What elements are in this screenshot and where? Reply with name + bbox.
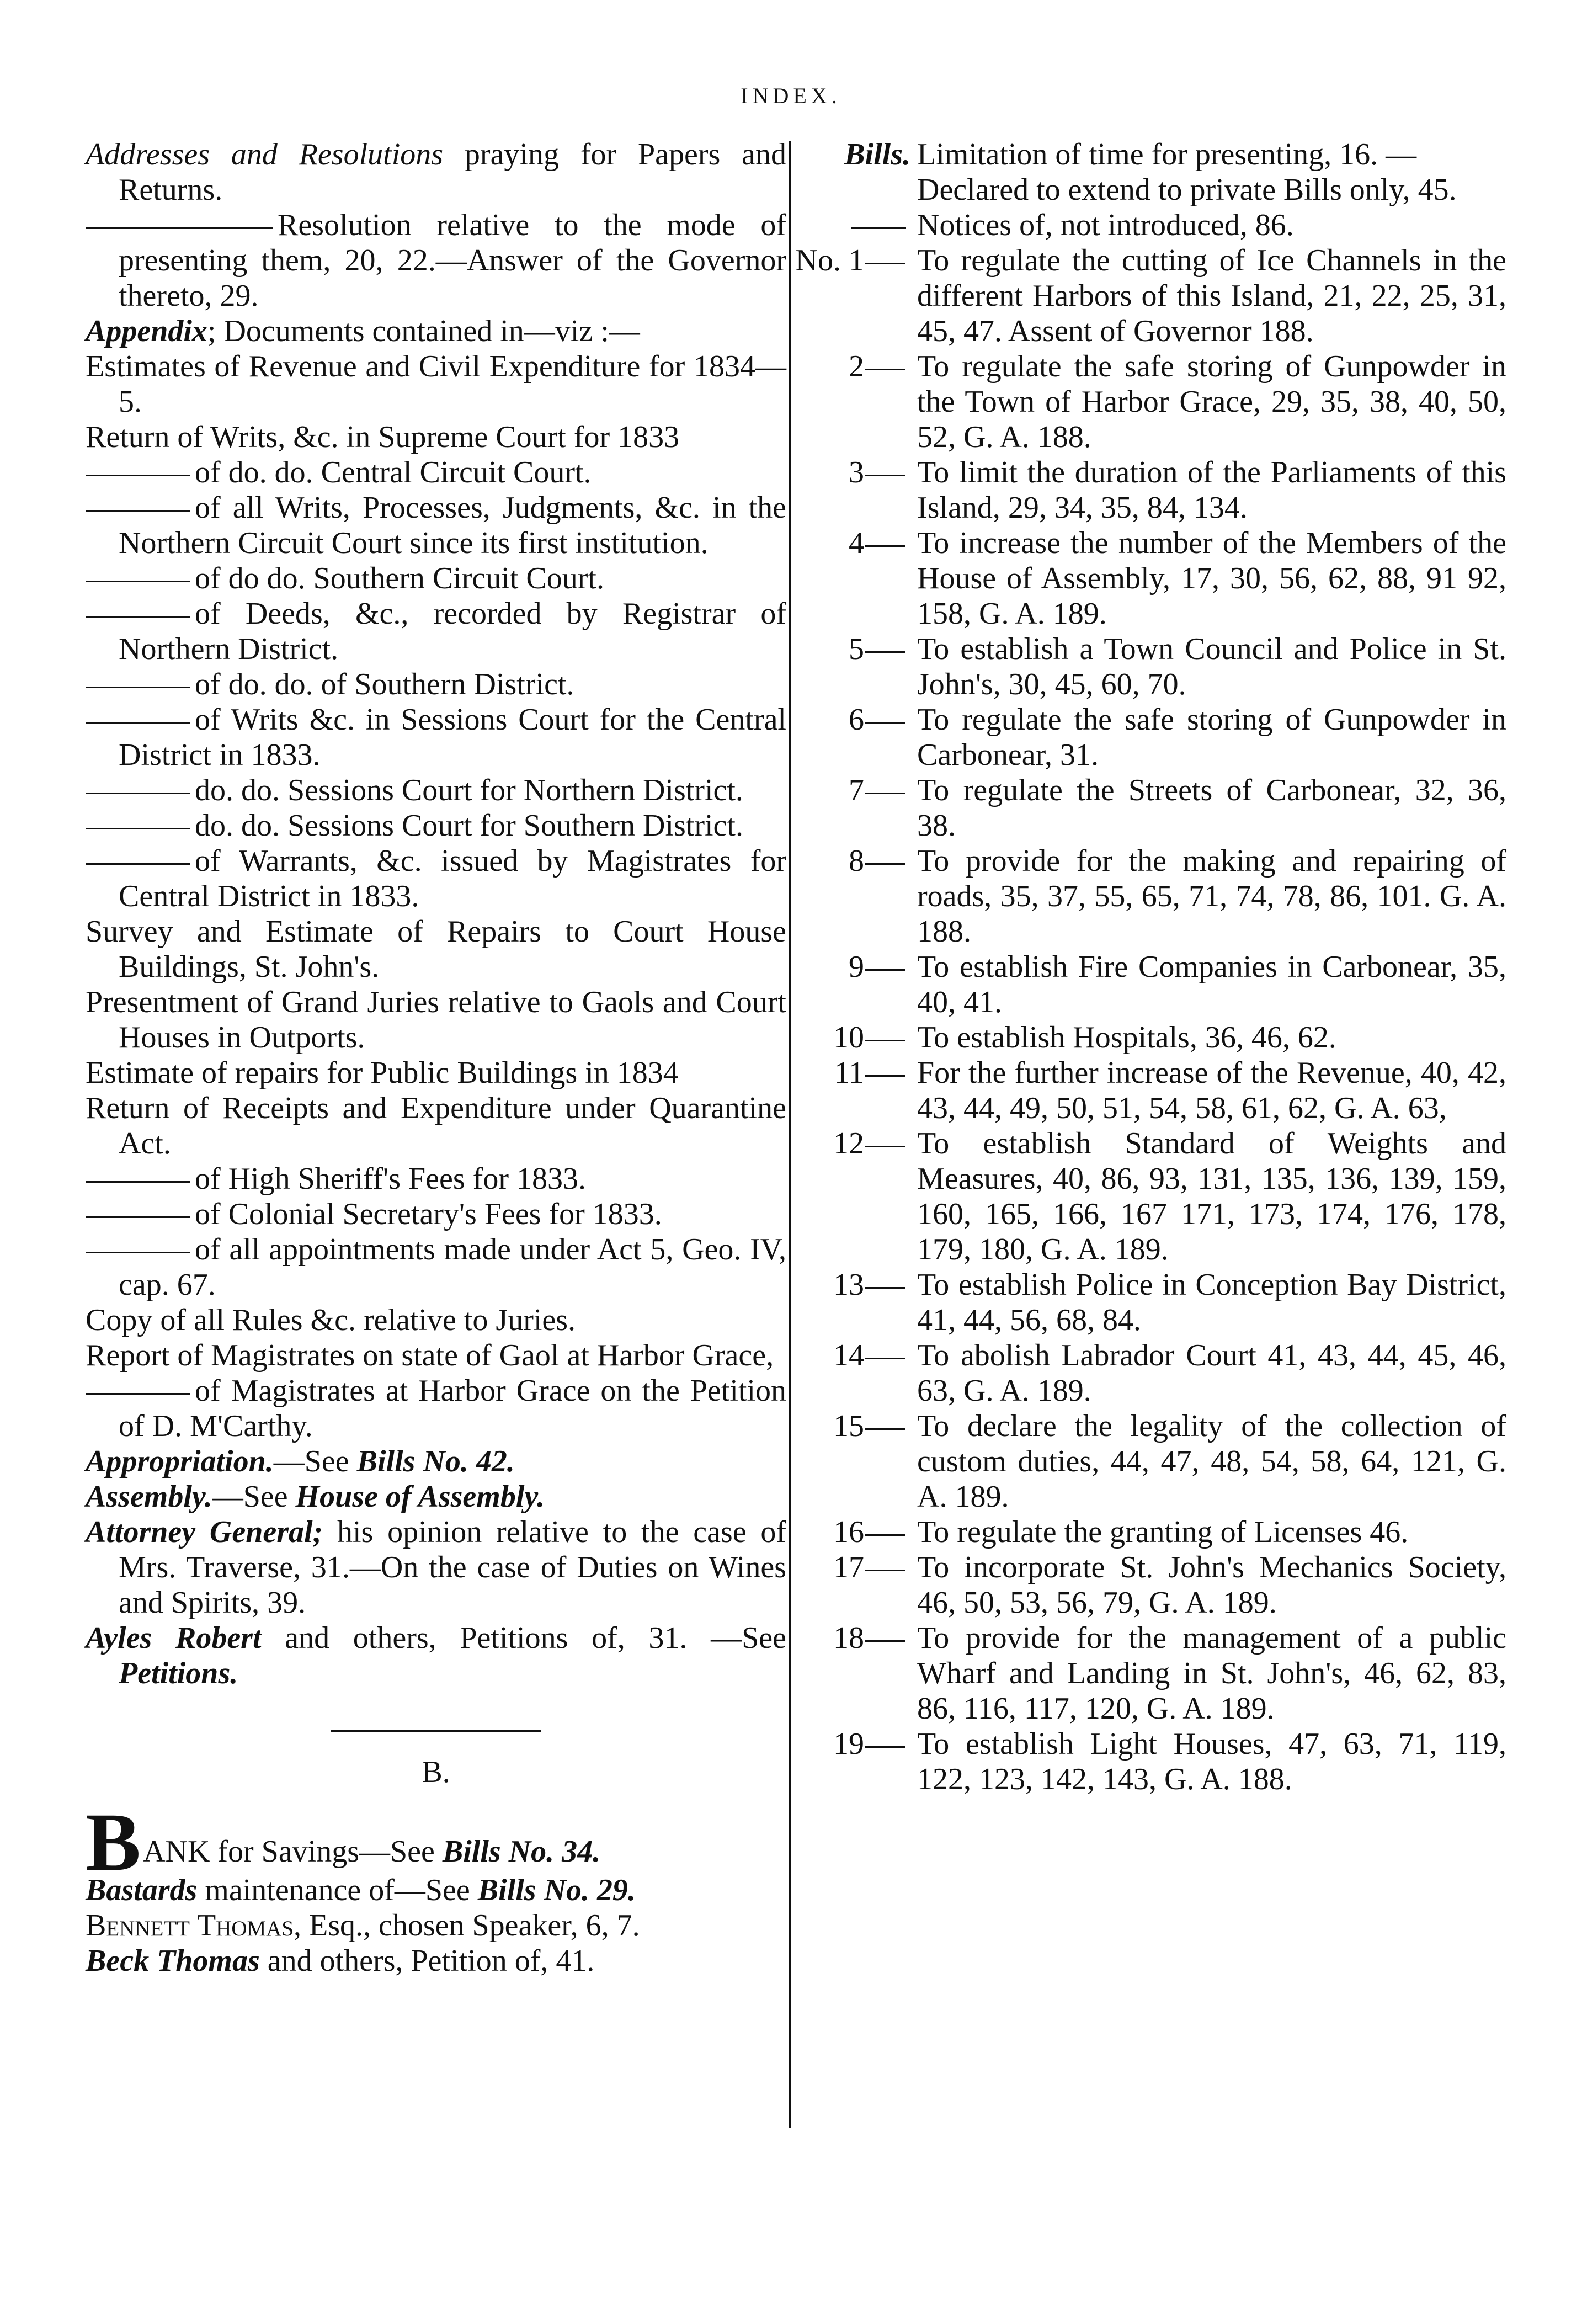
bill-text: To increase the number of the Members of the House of Assembly, 17, 30, 56, 62, 88, 91 92, 158, G. A. 189. [917, 526, 1506, 631]
ditto-dash [86, 1216, 190, 1218]
bill-entry [789, 1020, 1506, 1055]
ditto-dash [865, 1040, 905, 1041]
entry-text-wrap [143, 1834, 600, 1869]
bill-text: To declare the legality of the collection of custom duties, 44, 47, 48, 54, 58, 64, 121, G. A. 189. [917, 1409, 1506, 1514]
entry-text: of Deeds, &c., recorded by Registrar of Northern District. [119, 597, 786, 666]
entry-title: Addresses and Resolutions [86, 137, 444, 172]
ditto-dash [865, 1746, 905, 1748]
bill-text: To regulate the safe storing of Gunpowder in Carbonear, 31. [917, 703, 1506, 772]
bill-number [789, 1726, 905, 1762]
index-entry: Estimate of repairs for Public Buildings in 1834 [86, 1056, 679, 1090]
page-header: INDEX. [741, 83, 841, 108]
entry-text: ANK for Savings—See [143, 1834, 443, 1869]
entry-text: and others, Petitions of, 31. —See [261, 1621, 786, 1655]
bill-number-value: 18 [833, 1621, 864, 1655]
entry-text: of all Writs, Processes, Judgments, &c. in the Northern Circuit Court since its first institution. [119, 491, 786, 560]
ditto-dash [865, 1358, 905, 1359]
entry-text: do. do. Sessions Court for Southern District. [195, 809, 743, 843]
entry-text: do. do. Sessions Court for Northern District. [195, 773, 743, 807]
index-entry [86, 490, 786, 561]
index-entry [86, 1908, 786, 1943]
ditto-dash [865, 1146, 905, 1147]
bill-number [789, 843, 905, 879]
entry-reference: Bills No. 42. [356, 1444, 515, 1479]
ditto-dash [86, 581, 190, 582]
ditto-dash [86, 828, 190, 829]
entry-title: Bennett Thomas [86, 1908, 294, 1943]
bill-number [789, 455, 905, 490]
entry-title: Assembly. [86, 1480, 212, 1514]
bill-number-value: 17 [833, 1550, 864, 1584]
bill-entry [789, 525, 1506, 631]
index-entry [86, 667, 786, 702]
bill-text: To regulate the cutting of Ice Channels in the different Harbors of this Island, 21, 22, 25, 31, 45, 47. Assent of Governor 188. [917, 243, 1506, 348]
index-entry [86, 1796, 786, 1888]
ditto-dash [86, 510, 190, 512]
index-entry: Estimates of Revenue and Civil Expenditure for 1834—5. [86, 349, 786, 419]
index-entry [86, 1873, 786, 1908]
bill-number [789, 525, 905, 561]
bill-text: To establish Hospitals, 36, 46, 62. [917, 1020, 1336, 1055]
ditto-dash [865, 793, 905, 794]
index-entry [86, 137, 786, 208]
notices-dash-cell [789, 208, 917, 243]
entry-title: Ayles Robert [86, 1621, 262, 1655]
bill-number [789, 1055, 905, 1091]
entry-text: of Magistrates at Harbor Grace on the Petition of D. M'Carthy. [119, 1374, 786, 1443]
entry-text: of Writs &c. in Sessions Court for the Central District in 1833. [119, 703, 786, 772]
bill-number-value: 1 [849, 243, 864, 278]
index-entry [86, 208, 786, 313]
index-entry [86, 455, 786, 490]
entry-reference: House of Assembly. [295, 1480, 545, 1514]
ditto-dash [865, 263, 905, 264]
ditto-dash [86, 1393, 190, 1395]
index-entry [86, 808, 786, 843]
bills-label: Bills. [844, 137, 910, 172]
bill-entry [789, 631, 1506, 702]
bill-entry [789, 949, 1506, 1020]
bill-number-value: 3 [849, 455, 864, 490]
index-entry: Return of Writs, &c. in Supreme Court for 1833 [86, 420, 680, 454]
index-entry: Survey and Estimate of Repairs to Court House Buildings, St. John's. [86, 914, 786, 984]
bill-entry [789, 1550, 1506, 1620]
bill-number [789, 1338, 905, 1373]
bill-number-value: 6 [849, 703, 864, 737]
bill-entry [789, 1408, 1506, 1514]
bill-number-value: 2 [849, 349, 864, 384]
ditto-dash [865, 369, 905, 370]
bill-number [789, 1020, 905, 1055]
bill-number-value: 9 [849, 950, 864, 984]
bill-text: To abolish Labrador Court 41, 43, 44, 45, 46, 63, G. A. 189. [917, 1338, 1506, 1408]
entry-text: of Warrants, &c. issued by Magistrates for Central District in 1833. [119, 844, 786, 913]
entry-text: ; Documents contained in—viz :— [207, 314, 640, 348]
entry-text: of Colonial Secretary's Fees for 1833. [195, 1197, 662, 1231]
index-entry [86, 843, 786, 914]
bill-text: To establish a Town Council and Police in St. John's, 30, 45, 60, 70. [917, 632, 1506, 701]
index-entry [86, 1444, 786, 1479]
bill-text: To establish Standard of Weights and Measures, 40, 86, 93, 131, 135, 136, 139, 159, 160, 165, 166, 167 171, 173, 174, 176, 178, 179, 180, G. A. 189. [917, 1126, 1506, 1267]
index-entry [86, 773, 786, 808]
ditto-dash [86, 1252, 190, 1253]
bill-text: To regulate the Streets of Carbonear, 32, 36, 38. [917, 773, 1506, 843]
entry-title: Beck Thomas [86, 1944, 260, 1978]
entry-text: of all appointments made under Act 5, Geo. IV, cap. 67. [119, 1232, 786, 1302]
ditto-dash [865, 1287, 905, 1289]
bill-number-value: 16 [833, 1515, 864, 1549]
entry-reference: Petitions. [119, 1656, 238, 1690]
bill-entry [789, 1055, 1506, 1126]
ditto-dash [865, 969, 905, 971]
index-entry: Report of Magistrates on state of Gaol at Harbor Grace, [86, 1338, 774, 1373]
bill-number [789, 1514, 905, 1550]
index-entry [86, 702, 786, 773]
ditto-dash [86, 863, 190, 865]
entry-reference: Bills No. 34. [442, 1834, 601, 1869]
ditto-dash [86, 687, 190, 688]
bill-entry [789, 1726, 1506, 1797]
bill-entry [789, 243, 1506, 349]
bill-number [789, 1126, 905, 1161]
bill-entry [789, 1267, 1506, 1338]
ditto-dash [86, 227, 273, 229]
ditto-dash [86, 616, 190, 618]
ditto-dash [86, 1181, 190, 1183]
right-column [789, 137, 1506, 1797]
bill-entry [789, 1620, 1506, 1726]
index-entry [86, 1620, 786, 1691]
bills-notices [789, 208, 1506, 243]
ditto-dash [86, 722, 190, 724]
bill-number [789, 349, 905, 384]
bill-number [789, 1620, 905, 1656]
bill-number [789, 1550, 905, 1585]
bill-number [789, 949, 905, 985]
bill-number-value: 19 [833, 1727, 864, 1761]
section-rule [331, 1730, 541, 1732]
ditto-dash [865, 722, 905, 724]
index-entry [86, 1943, 786, 1979]
ditto-dash [865, 863, 905, 865]
index-entry: Presentment of Grand Juries relative to Gaols and Court Houses in Outports. [86, 985, 786, 1055]
entry-reference: Bills No. 29. [477, 1873, 636, 1907]
entry-text: and others, Petition of, 41. [259, 1944, 595, 1978]
bill-number [789, 631, 905, 667]
index-entry: Copy of all Rules &c. relative to Juries. [86, 1303, 576, 1337]
bill-text: To regulate the granting of Licenses 46. [917, 1515, 1409, 1549]
bill-number-value: 5 [849, 632, 864, 666]
ditto-dash [865, 1428, 905, 1430]
section-letter: B. [422, 1755, 450, 1789]
index-entry [86, 1373, 786, 1444]
bill-entry [789, 702, 1506, 773]
bill-text: To provide for the making and repairing of roads, 35, 37, 55, 65, 71, 74, 78, 86, 101. G. A. 188. [917, 844, 1506, 949]
bill-entry [789, 1126, 1506, 1267]
bill-entry [789, 349, 1506, 455]
bill-text: To establish Police in Conception Bay District, 41, 44, 56, 68, 84. [917, 1268, 1506, 1337]
ditto-dash [86, 475, 190, 476]
entry-text: —See [212, 1480, 296, 1514]
ditto-dash [865, 651, 905, 653]
bill-number-value: 4 [849, 526, 864, 560]
index-entry [86, 313, 786, 349]
bill-number [789, 773, 905, 808]
ditto-dash [865, 545, 905, 547]
bill-number [789, 1267, 905, 1302]
entry-text: of High Sheriff's Fees for 1833. [195, 1162, 586, 1196]
entry-title: Appendix [86, 314, 207, 348]
entry-text: —See [273, 1444, 357, 1479]
bill-number-value: 14 [833, 1338, 864, 1373]
index-entry [86, 1161, 786, 1196]
bill-text: For the further increase of the Revenue, 40, 42, 43, 44, 49, 50, 51, 54, 58, 61, 62, G. A. 63, [917, 1056, 1506, 1125]
bill-number-value: 15 [833, 1409, 864, 1443]
ditto-dash [865, 1534, 905, 1536]
index-entry [86, 1196, 786, 1232]
bill-text: To establish Light Houses, 47, 63, 71, 119, 122, 123, 142, 143, G. A. 188. [917, 1727, 1506, 1796]
ditto-dash [86, 793, 190, 794]
index-entry [86, 1479, 786, 1514]
index-entry [86, 596, 786, 667]
bill-number-value: 12 [833, 1126, 864, 1161]
entry-text: of do. do. of Southern District. [195, 667, 574, 701]
drop-cap: B [86, 1796, 141, 1888]
bill-entry [789, 1514, 1506, 1550]
index-entry: Return of Receipts and Expenditure under Quarantine Act. [86, 1091, 786, 1161]
ditto-dash [851, 227, 906, 229]
bill-text: To regulate the safe storing of Gunpowder in the Town of Harbor Grace, 29, 35, 38, 40, 50, 52, G. A. 188. [917, 349, 1506, 454]
entry-text: maintenance of—See [197, 1873, 478, 1907]
ditto-dash [865, 475, 905, 476]
bill-entry [789, 1338, 1506, 1408]
bill-entry [789, 773, 1506, 843]
bill-number [789, 243, 905, 278]
bills-heading-text: Limitation of time for presenting, 16. —Declared to extend to private Bills only, 45. [917, 137, 1457, 207]
bill-number-value: 8 [849, 844, 864, 878]
ditto-dash [865, 1075, 905, 1077]
entry-text: Resolution relative to the mode of presenting them, 20, 22.—Answer of the Governor thereto, 29. [119, 208, 786, 313]
entry-text: his opinion relative to the case of Mrs. Traverse, 31.—On the case of Duties on Wines and Spirits, 39. [119, 1515, 786, 1620]
bill-text: To establish Fire Companies in Carbonear, 35, 40, 41. [917, 950, 1506, 1019]
entry-title: Appropriation. [86, 1444, 274, 1479]
bill-number-value: 7 [849, 773, 864, 807]
bill-number-value: 11 [834, 1056, 864, 1090]
entry-text: , Esq., chosen Speaker, 6, 7. [294, 1908, 640, 1943]
bill-number [789, 1408, 905, 1444]
ditto-dash [865, 1640, 905, 1642]
left-column [86, 137, 786, 1979]
entry-title: Bastards [86, 1873, 198, 1907]
index-entry [86, 561, 786, 596]
bills-heading [789, 137, 1506, 208]
bill-number [789, 702, 905, 737]
bill-text: To incorporate St. John's Mechanics Society, 46, 50, 53, 56, 79, G. A. 189. [917, 1550, 1506, 1620]
entry-text: of do. do. Central Circuit Court. [195, 455, 592, 490]
entry-title: Attorney General; [86, 1515, 323, 1549]
bill-number-prefix: No. [795, 243, 849, 278]
index-entry [86, 1514, 786, 1620]
bill-entry [789, 455, 1506, 525]
entry-text: praying for Papers and Returns. [119, 137, 787, 207]
index-entry [86, 1232, 786, 1302]
bill-number-value: 10 [833, 1020, 864, 1055]
bill-number-value: 13 [833, 1268, 864, 1302]
entry-text: of do do. Southern Circuit Court. [195, 561, 604, 595]
notices-text: Notices of, not introduced, 86. [917, 208, 1294, 242]
bill-text: To limit the duration of the Parliaments of this Island, 29, 34, 35, 84, 134. [917, 455, 1506, 525]
ditto-dash [865, 1570, 905, 1571]
bill-text: To provide for the management of a public Wharf and Landing in St. John's, 46, 62, 83, 86, 116, 117, 120, G. A. 189. [917, 1621, 1506, 1726]
bill-list [789, 243, 1506, 1797]
bill-entry [789, 843, 1506, 949]
